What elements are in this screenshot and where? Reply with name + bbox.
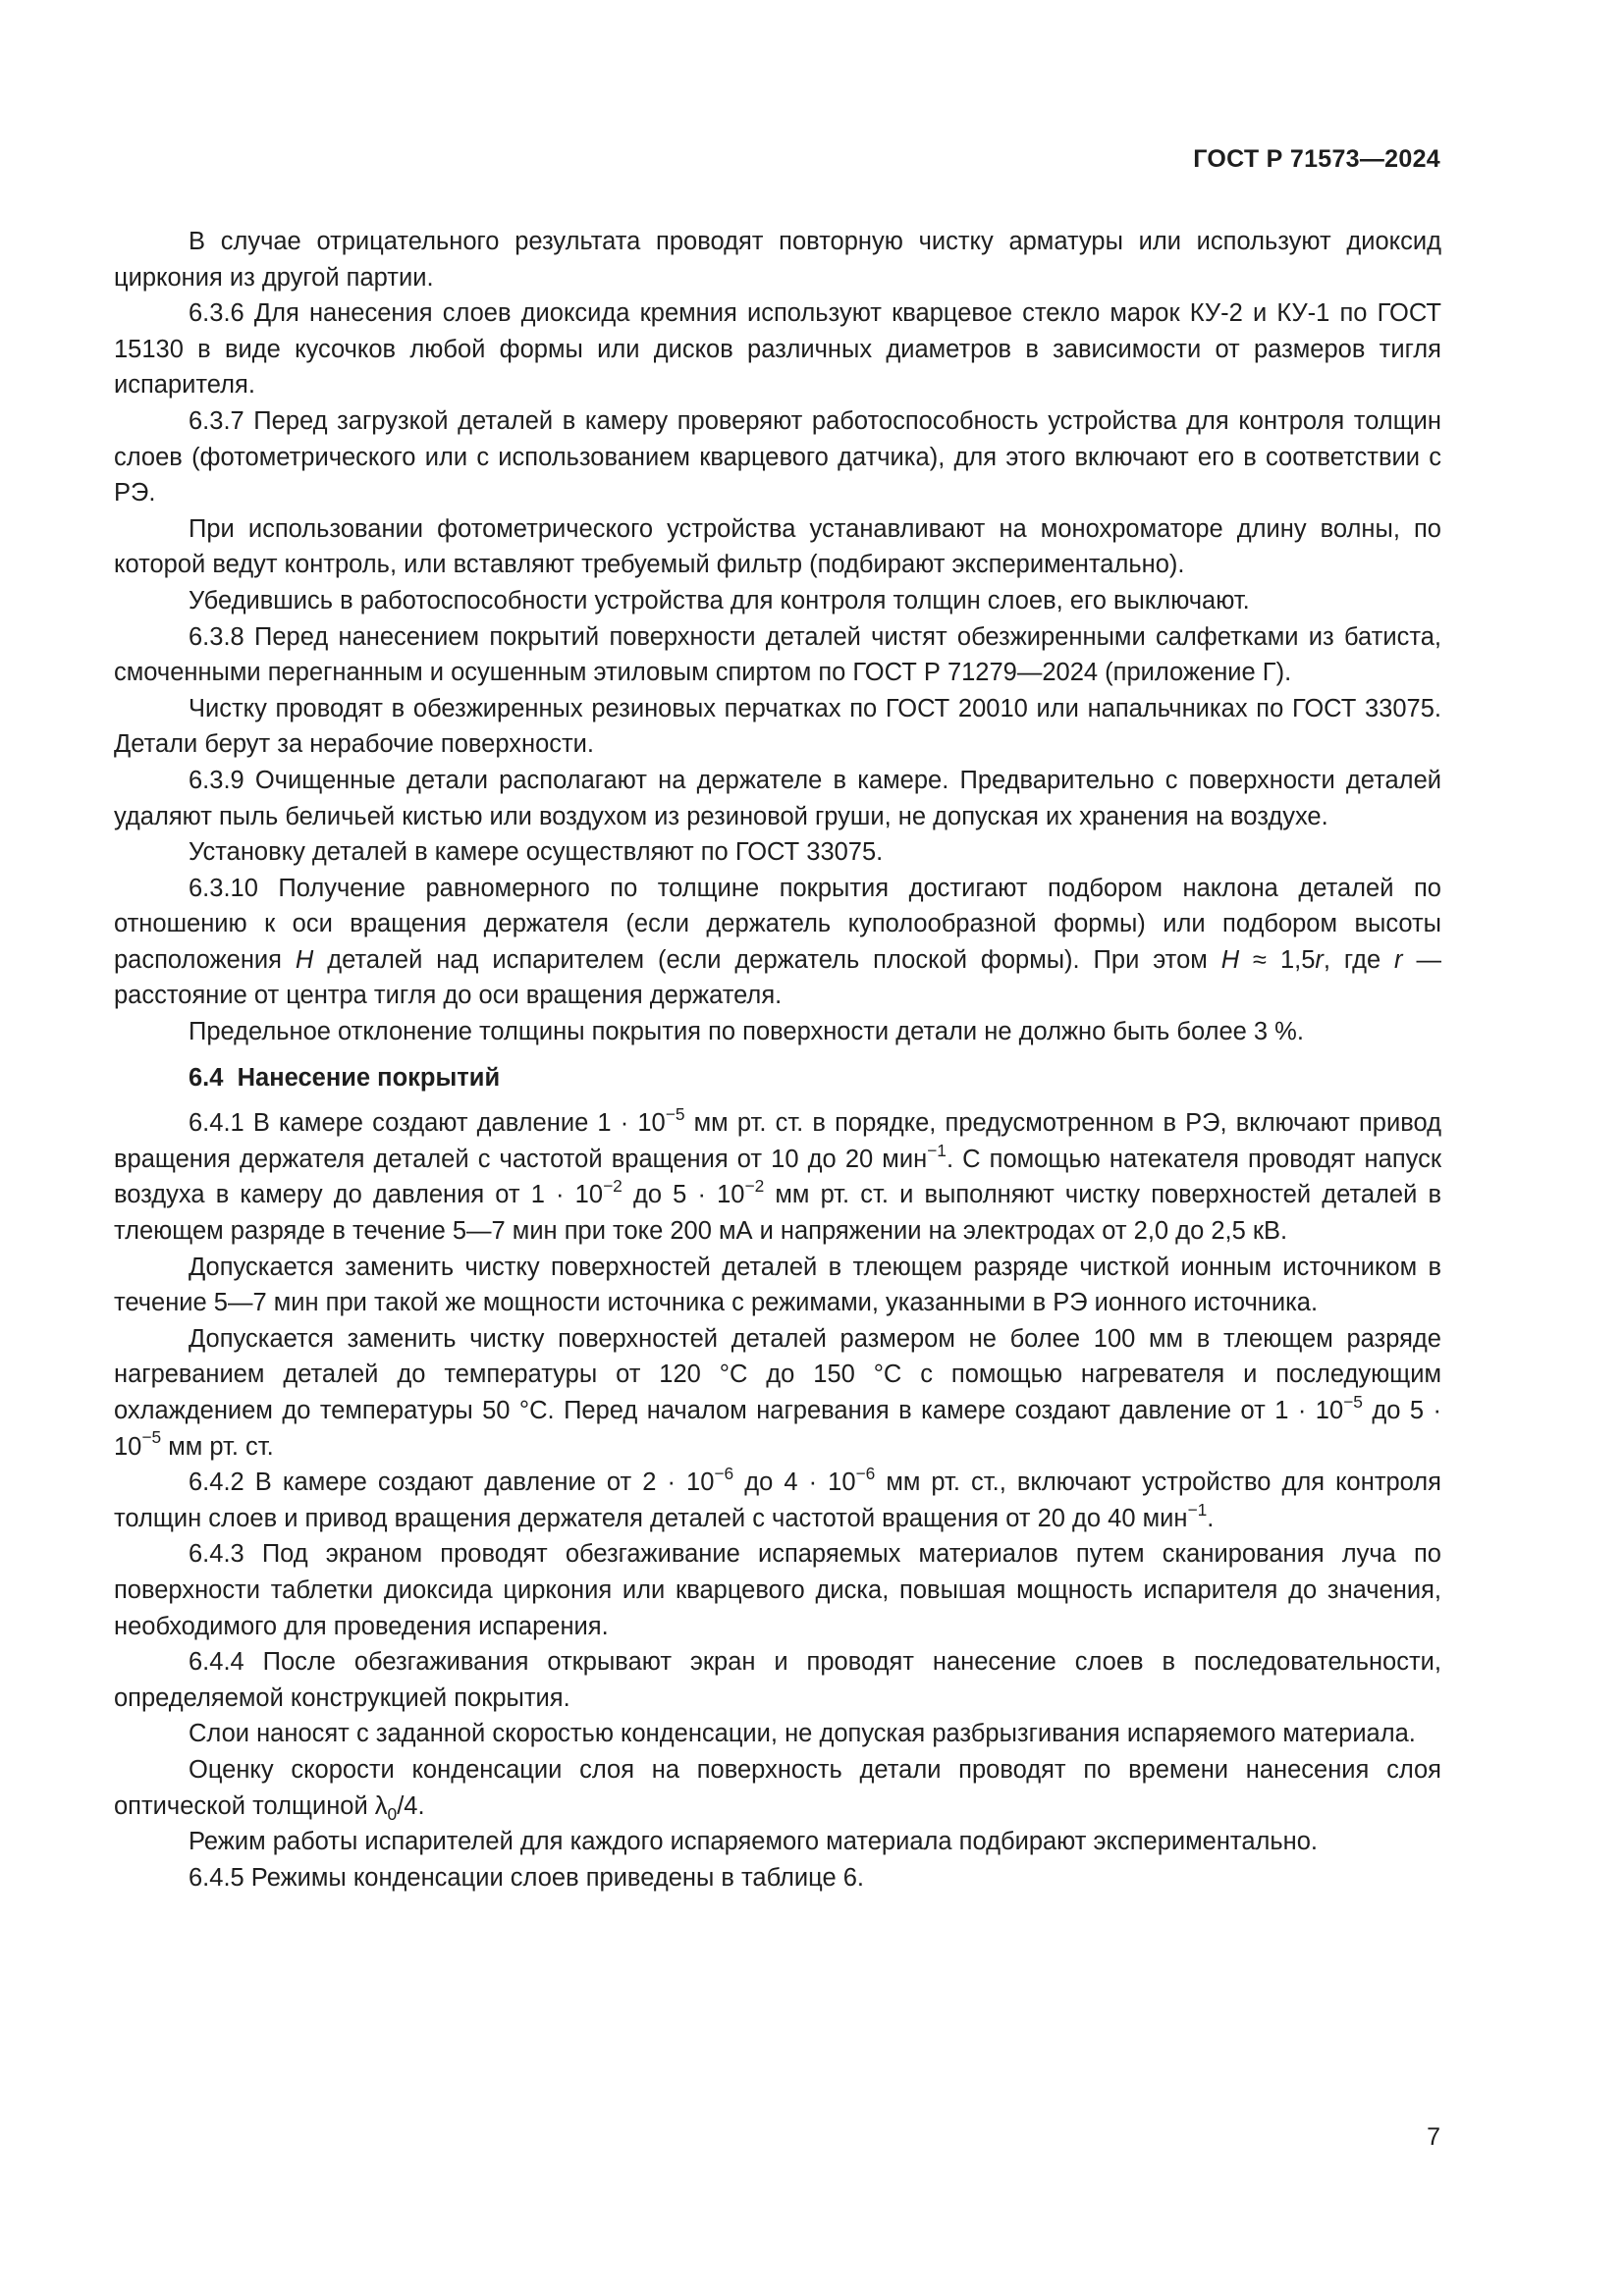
- paragraph-6-3-6: 6.3.6 Для нанесения слоев диоксида кремния используют кварцевое стекло марок КУ-2 и КУ-1 по ГОСТ 15130 в виде кусочков любой формы или дисков различных диаметров в зависимости от размеров тигля испарителя.: [114, 299, 1441, 400]
- paragraph-6-3-9: 6.3.9 Очищенные детали располагают на держателе в камере. Предварительно с поверхности деталей удаляют пыль беличьей кистью или воздухом из резиновой груши, не допуская их хранения на воздухе.: [114, 766, 1441, 830]
- paragraph: Предельное отклонение толщины покрытия по поверхности детали не должно быть более 3 %.: [189, 1018, 1304, 1046]
- paragraph-6-4-3: 6.4.3 Под экраном проводят обезгаживание испаряемых материалов путем сканирования луча по поверхности таблетки диоксида циркония или кварцевого диска, повышая мощность испарителя до значения, необходимого для проведения испарения.: [114, 1540, 1441, 1640]
- paragraph: В случае отрицательного результата проводят повторную чистку арматуры или используют диоксид циркония из другой партии.: [114, 228, 1441, 292]
- paragraph: Режим работы испарителей для каждого испаряемого материала подбирают экспериментально.: [189, 1828, 1319, 1856]
- page-number: 7: [1427, 2123, 1440, 2151]
- paragraph: Допускается заменить чистку поверхностей деталей размером не более 100 мм в тлеющем разряде нагреванием деталей до температуры от 120 °С до 150 °С с помощью нагревателя и последующим охлаждением до температуры 50 °С. Перед началом нагревания в камере создают давление от $1 \cdot 10^{-5}$ до $5 \cdot 10^{-5}$ мм рт. ст.: [114, 1324, 1441, 1461]
- paragraph-6-4-1: 6.4.1 В камере создают давление $1 \cdot 10^{-5}$ мм рт. ст. в порядке, предусмотренном в РЭ, включают привод вращения держателя деталей с частотой вращения от 10 до 20 мин$^{-1}$. С помощью натекателя проводят напуск воздуха в камеру до давления от $1 \cdot 10^{-2}$ до $5 \cdot 10^{-2}$ мм рт. ст. и выполняют чистку поверхностей деталей в тлеющем разряде в течение 5—7 мин при токе 200 мА и напряжении на электродах от 2,0 до 2,5 кВ.: [114, 1104, 1442, 1246]
- paragraph: Установку деталей в камере осуществляют по ГОСТ 33075.: [189, 838, 884, 867]
- paragraph: Слои наносят с заданной скоростью конденсации, не допуская разбрызгивания испаряемого материала.: [189, 1720, 1416, 1748]
- paragraph-6-4-4: 6.4.4 После обезгаживания открывают экран и проводят нанесение слоев в последовательности, определяемой конструкцией покрытия.: [114, 1648, 1441, 1712]
- paragraph-6-4-2: 6.4.2 В камере создают давление от $2 \cdot 10^{-6}$ до $4 \cdot 10^{-6}$ мм рт. ст., включают устройство для контроля толщин слоев и привод вращения держателя деталей с частотой вращения от 20 до 40 мин$^{-1}$.: [114, 1463, 1441, 1532]
- paragraph-6-3-10: 6.3.10 Получение равномерного по толщине покрытия достигают подбором наклона деталей по отношению к оси вращения держателя (если держатель куполообразной формы) или подбором высоты расположения H деталей над испарителем (если держатель плоской формы). При этом H ≈ 1,5r, где r — расстояние от центра тигля до оси вращения держателя.: [114, 874, 1441, 1010]
- paragraph-6-4-5: 6.4.5 Режимы конденсации слоев приведены в таблице 6.: [189, 1863, 865, 1892]
- paragraph: Допускается заменить чистку поверхностей деталей в тлеющем разряде чисткой ионным источником в течение 5—7 мин при такой же мощности источника с режимами, указанными в РЭ ионного источника.: [114, 1253, 1441, 1317]
- paragraph: Оценку скорости конденсации слоя на поверхность детали проводят по времени нанесения слоя оптической толщиной $\lambda_0/4$.: [114, 1755, 1441, 1824]
- section-heading-6-4: 6.4 Нанесение покрытий: [189, 1063, 501, 1092]
- paragraph: Чистку проводят в обезжиренных резиновых перчатках по ГОСТ 20010 или напальчниках по ГОСТ 33075. Детали берут за нерабочие поверхности.: [114, 694, 1441, 759]
- paragraph-6-3-8: 6.3.8 Перед нанесением покрытий поверхности деталей чистят обезжиренными салфетками из батиста, смоченными перегнанным и осушенным этиловым спиртом по ГОСТ Р 71279—2024 (приложение Г).: [114, 622, 1441, 687]
- paragraph-6-3-7: 6.3.7 Перед загрузкой деталей в камеру проверяют работоспособность устройства для контроля толщин слоев (фотометрического или с использованием кварцевого датчика), для этого включают его в соответствии с РЭ.: [114, 406, 1441, 507]
- paragraph: Убедившись в работоспособности устройства для контроля толщин слоев, его выключают.: [189, 586, 1250, 614]
- document-body: [114, 224, 1441, 1896]
- standard-header: ГОСТ Р 71573—2024: [1193, 145, 1440, 173]
- paragraph: При использовании фотометрического устройства устанавливают на монохроматоре длину волны, по которой ведут контроль, или вставляют требуемый фильтр (подбирают экспериментально).: [114, 514, 1441, 579]
